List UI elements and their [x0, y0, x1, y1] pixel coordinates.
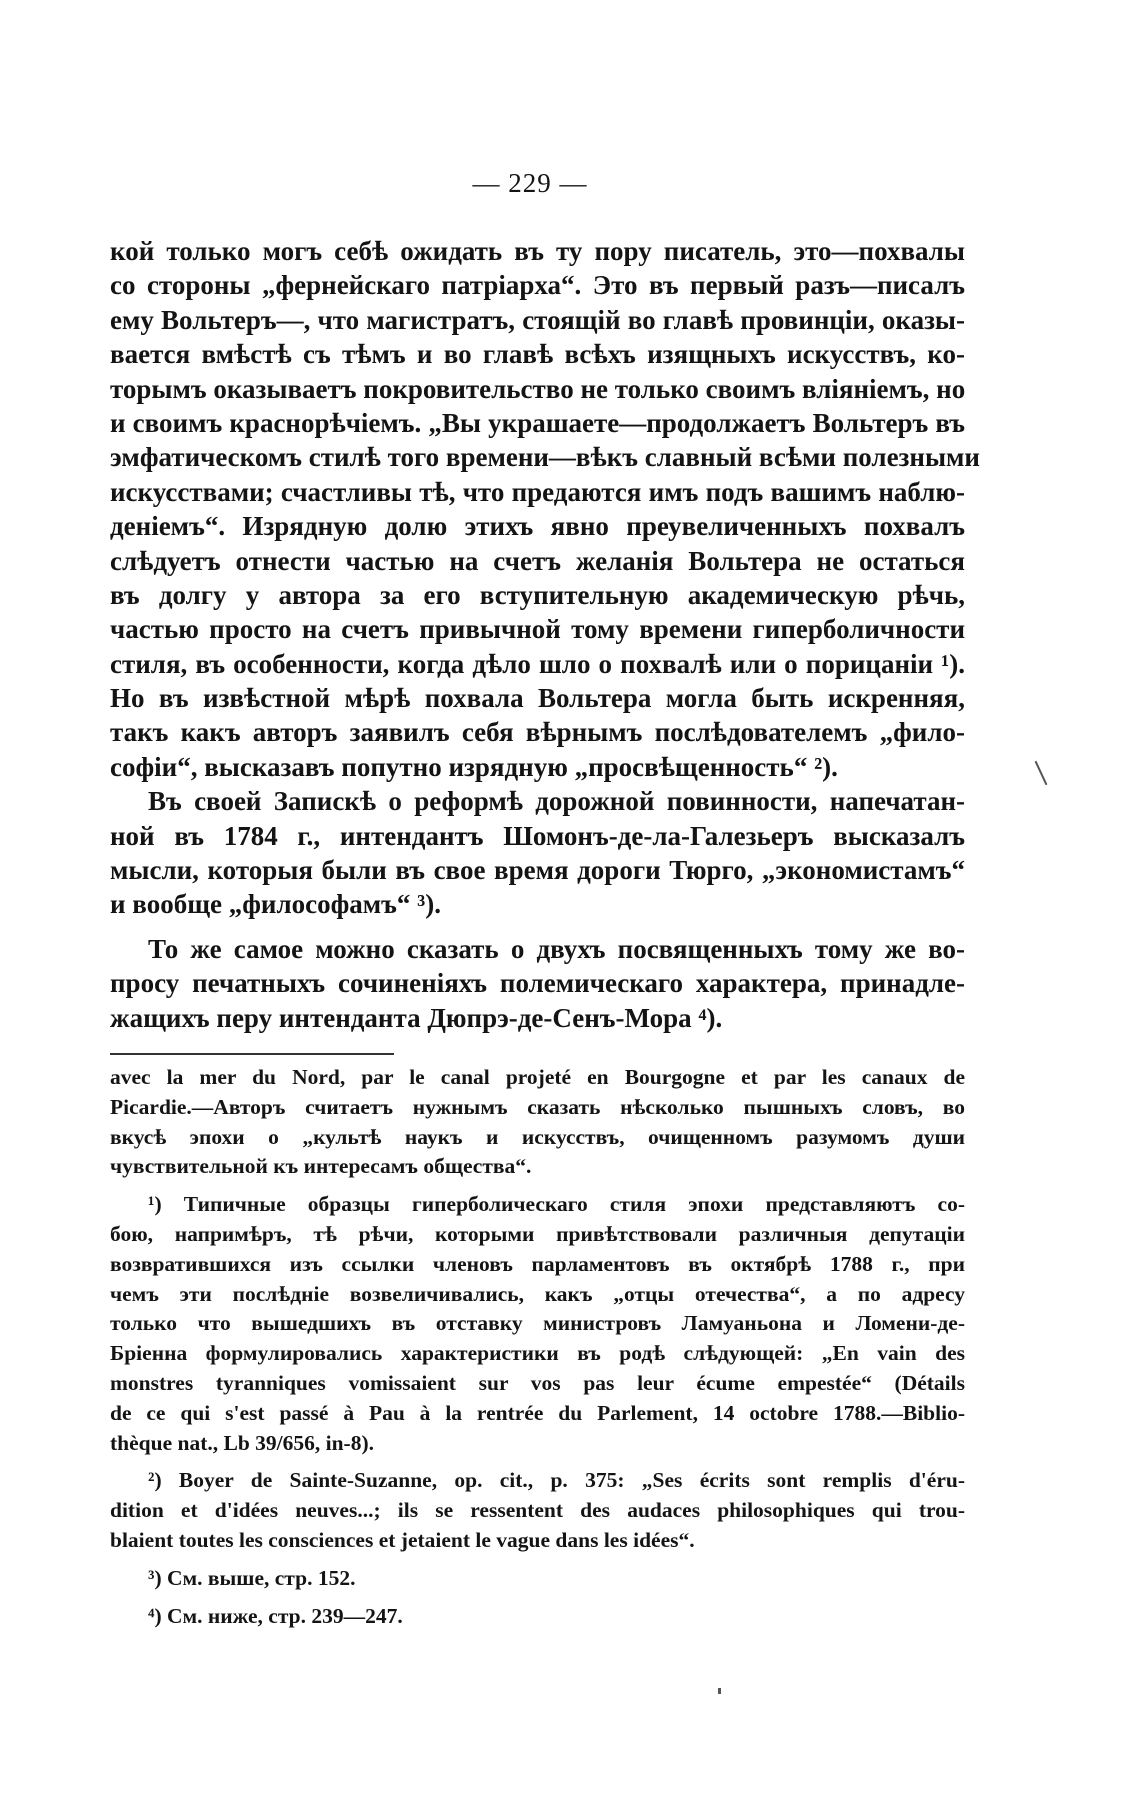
footnote-line: thèque nat., Lb 39/656, in-8). — [110, 1430, 375, 1455]
text-line: слѣдуетъ отнести частью на счетъ желанія Вольтера не остаться — [110, 545, 965, 576]
footnote-line: monstres tyranniques vomissaient sur vos pas leur écume empestée“ (Détails — [110, 1370, 965, 1395]
text-line: Въ своей Запискѣ о реформѣ дорожной повинности, напечатан- — [148, 786, 965, 817]
footnote-line: бою, напримѣръ, тѣ рѣчи, которыми привѣтствовали различныя депутаціи — [110, 1221, 965, 1246]
page-number: — 229 — — [472, 168, 588, 198]
text-line: эмфатическомъ стилѣ того времени—вѣкъ славный всѣми полезными — [110, 442, 980, 473]
footnote-line: ⁴) См. ниже, стр. 239—247. — [148, 1603, 403, 1628]
footnote-line: ¹) Типичные образцы гиперболическаго стиля эпохи представляютъ со- — [148, 1192, 965, 1217]
footnote-line: dition et d'idées neuves...; ils se ressentent des audaces philosophiques qui trou- — [110, 1498, 965, 1523]
text-line: вается вмѣстѣ съ тѣмъ и во главѣ всѣхъ изящныхъ искусствъ, ко- — [110, 339, 965, 370]
margin-mark — [1035, 761, 1048, 785]
text-line: ему Вольтеръ—, что магистратъ, стоящій во главѣ провинціи, оказы- — [110, 304, 965, 335]
footnote-line: ³) См. выше, стр. 152. — [148, 1565, 356, 1590]
ink-speck — [718, 1688, 721, 1694]
text-line: со стороны „фернейскаго патріарха“. Это въ первый разъ—писалъ — [110, 270, 965, 301]
text-line: въ долгу у автора за его вступительную академическую рѣчь, — [110, 579, 965, 610]
footnote-line: blaient toutes les consciences et jetaient le vague dans les idées“. — [110, 1527, 695, 1552]
footnote-line: Бріенна формулировались характеристики въ родѣ слѣдующей: „En vain des — [110, 1341, 965, 1366]
text-line: такъ какъ авторъ заявилъ себя вѣрнымъ послѣдователемъ „фило- — [110, 717, 965, 748]
text-line: торымъ оказываетъ покровительство не только своимъ вліяніемъ, но — [110, 373, 966, 404]
text-line: кой только могъ себѣ ожидать въ ту пору писатель, это—похвалы — [110, 236, 965, 266]
text-line: жащихъ перу интенданта Дюпрэ-де-Сенъ-Мора ⁴). — [110, 1002, 723, 1033]
text-line: То же самое можно сказать о двухъ посвященныхъ тому же во- — [148, 933, 965, 964]
footnote-line: de ce qui s'est passé à Pau à la rentrée du Parlement, 14 octobre 1788.—Biblio- — [110, 1400, 965, 1425]
text-line: искусствами; счастливы тѣ, что предаются имъ подъ вашимъ наблю- — [110, 476, 965, 507]
text-line: деніемъ“. Изрядную долю этихъ явно преувеличенныхъ похвалъ — [110, 511, 965, 542]
text-line: частью просто на счетъ привычной тому времени гиперболичности — [110, 614, 965, 645]
footnote-line: возвратившихся изъ ссылки членовъ парламентовъ въ октябрѣ 1788 г., при — [110, 1251, 965, 1276]
footnote-separator — [110, 1053, 394, 1055]
text-line: и своимъ краснорѣчіемъ. „Вы украшаете—продолжаетъ Вольтеръ въ — [110, 407, 965, 438]
footnote-line: Picardie.—Авторъ считаетъ нужнымъ сказать нѣсколько пышныхъ словъ, во — [110, 1094, 965, 1119]
footnote-line: только что вышедшихъ въ отставку министровъ Ламуаньона и Ломени-де- — [110, 1311, 965, 1336]
footnote-line: ²) Boyer de Sainte-Suzanne, op. cit., p. 375: „Ses écrits sont remplis d'éru- — [148, 1468, 965, 1493]
text-line: мысли, которыя были въ свое время дороги Тюрго, „экономистамъ“ — [110, 855, 965, 886]
main-text — [110, 234, 980, 1035]
footnote-line: avec la mer du Nord, par le canal projeté en Bourgogne et par les canaux de — [110, 1065, 965, 1089]
text-line: ной въ 1784 г., интендантъ Шомонъ-де-ла-Галезьеръ высказалъ — [110, 820, 965, 851]
footnote-line: чемъ эти послѣдніе возвеличивались, какъ „отцы отечества“, а по адресу — [110, 1281, 965, 1306]
text-line: и вообще „философамъ“ ³). — [110, 889, 442, 920]
footnote-line: вкусѣ эпохи о „культѣ наукъ и искусствъ, очищенномъ разумомъ души — [110, 1124, 965, 1149]
text-line: стиля, въ особенности, когда дѣло шло о похвалѣ или о порицаніи ¹). — [110, 648, 965, 679]
text-line: просу печатныхъ сочиненіяхъ полемическаго характера, принадле- — [110, 968, 965, 999]
text-line: Но въ извѣстной мѣрѣ похвала Вольтера могла быть искренняя, — [110, 683, 965, 714]
text-line: софіи“, высказавъ попутно изрядную „просвѣщенность“ ²). — [110, 751, 838, 782]
footnote-line: чувствительной къ интересамъ общества“. — [110, 1154, 532, 1179]
footnotes — [110, 1063, 965, 1631]
